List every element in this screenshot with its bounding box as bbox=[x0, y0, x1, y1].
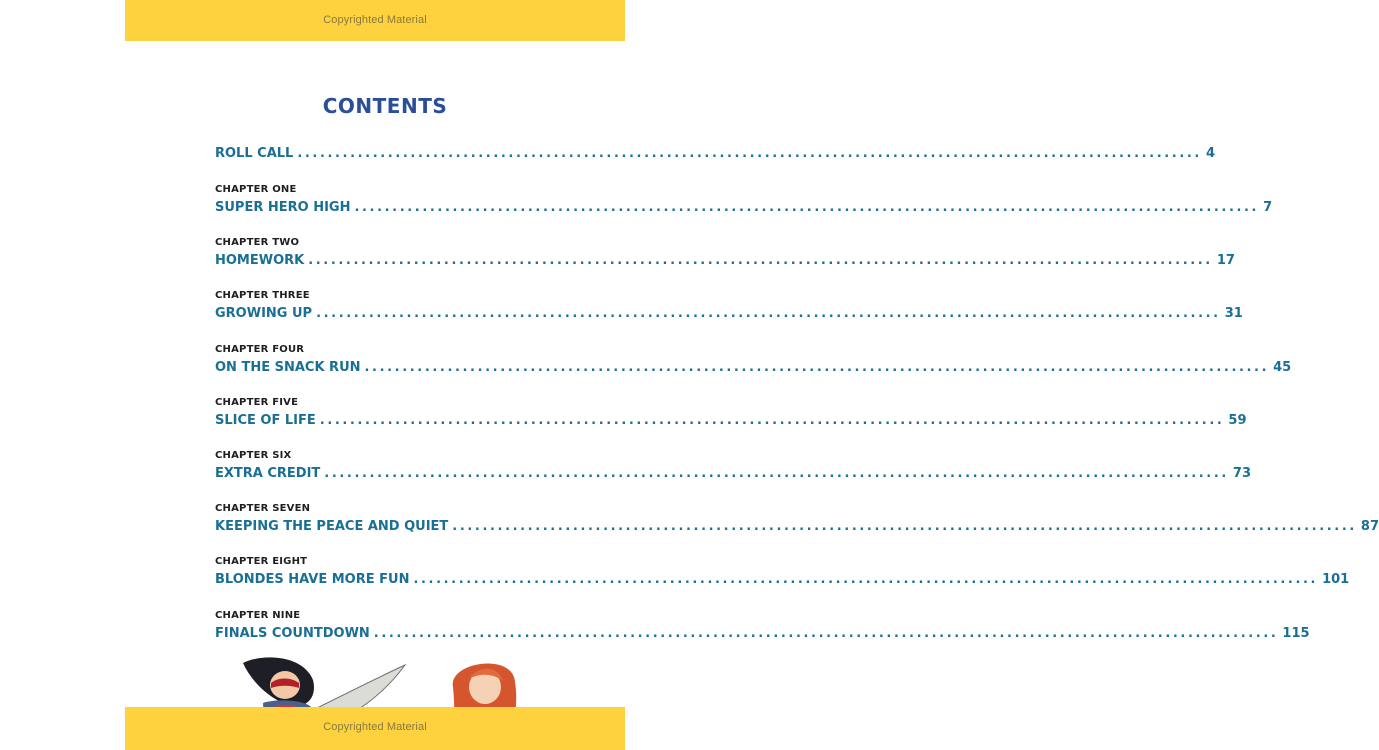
chapter-title: GROWING UP bbox=[215, 306, 313, 322]
chapter-title: SUPER HERO HIGH bbox=[215, 200, 351, 215]
page-number: 87 bbox=[1360, 519, 1379, 535]
chapter-label: CHAPTER ONE bbox=[215, 184, 297, 195]
chapter-label: CHAPTER NINE bbox=[215, 609, 301, 621]
dot-leader: ........................................................................................................................ bbox=[319, 412, 1225, 428]
dot-leader: ........................................................................................................................ bbox=[297, 146, 1202, 161]
chapter-label: CHAPTER SIX bbox=[215, 450, 292, 461]
dot-leader: ........................................................................................................................ bbox=[364, 359, 1270, 375]
dot-leader: ........................................................................................................................ bbox=[308, 253, 1213, 269]
chapter-title: HOMEWORK bbox=[215, 253, 305, 269]
chapter-label: CHAPTER FIVE bbox=[215, 396, 299, 408]
page-number: 45 bbox=[1273, 359, 1292, 375]
chapter-label: CHAPTER TWO bbox=[215, 237, 300, 249]
dot-leader: ........................................................................................................................ bbox=[452, 519, 1357, 535]
toc-row bbox=[215, 572, 1350, 590]
toc-row bbox=[215, 466, 1252, 484]
chapter-label: CHAPTER SEVEN bbox=[215, 503, 311, 515]
chapter-label: CHAPTER THREE bbox=[215, 290, 310, 302]
dot-leader: ........................................................................................................................ bbox=[354, 200, 1260, 215]
dot-leader: ........................................................................................................................ bbox=[413, 572, 1319, 588]
page-number: 31 bbox=[1224, 306, 1243, 322]
page-number: 101 bbox=[1322, 572, 1350, 588]
toc-row bbox=[215, 306, 1243, 324]
chapter-title: BLONDES HAVE MORE FUN bbox=[215, 572, 410, 588]
page-number: 4 bbox=[1205, 146, 1215, 161]
toc-row bbox=[215, 253, 1235, 271]
dot-leader: ........................................................................................................................ bbox=[373, 625, 1279, 641]
dot-leader: ........................................................................................................................ bbox=[324, 466, 1229, 481]
page-number: 115 bbox=[1282, 625, 1310, 641]
toc-row bbox=[215, 519, 1379, 537]
dot-leader: ........................................................................................................................ bbox=[316, 306, 1221, 322]
chapter-label: CHAPTER FOUR bbox=[215, 343, 305, 355]
page-number: 17 bbox=[1216, 253, 1235, 269]
chapter-title: ON THE SNACK RUN bbox=[215, 359, 361, 375]
page-number: 59 bbox=[1228, 412, 1247, 428]
chapter-title: SLICE OF LIFE bbox=[215, 412, 316, 428]
toc-row bbox=[215, 200, 1273, 218]
page-number: 7 bbox=[1263, 200, 1273, 215]
chapter-title: ROLL CALL bbox=[215, 146, 294, 161]
chapter-title: KEEPING THE PEACE AND QUIET bbox=[215, 519, 449, 535]
chapter-title: FINALS COUNTDOWN bbox=[215, 625, 370, 641]
toc-row bbox=[215, 146, 1215, 164]
toc-row bbox=[215, 359, 1292, 378]
toc-row bbox=[215, 625, 1310, 644]
page-title: CONTENTS bbox=[322, 94, 448, 118]
book-page bbox=[125, 0, 1379, 750]
watermark-bottom: Copyrighted Material bbox=[323, 721, 427, 733]
toc-row bbox=[215, 412, 1247, 431]
chapter-label: CHAPTER EIGHT bbox=[215, 556, 308, 568]
page-number: 73 bbox=[1232, 466, 1252, 481]
watermark-top: Copyrighted Material bbox=[323, 14, 427, 26]
chapter-title: EXTRA CREDIT bbox=[215, 466, 321, 481]
